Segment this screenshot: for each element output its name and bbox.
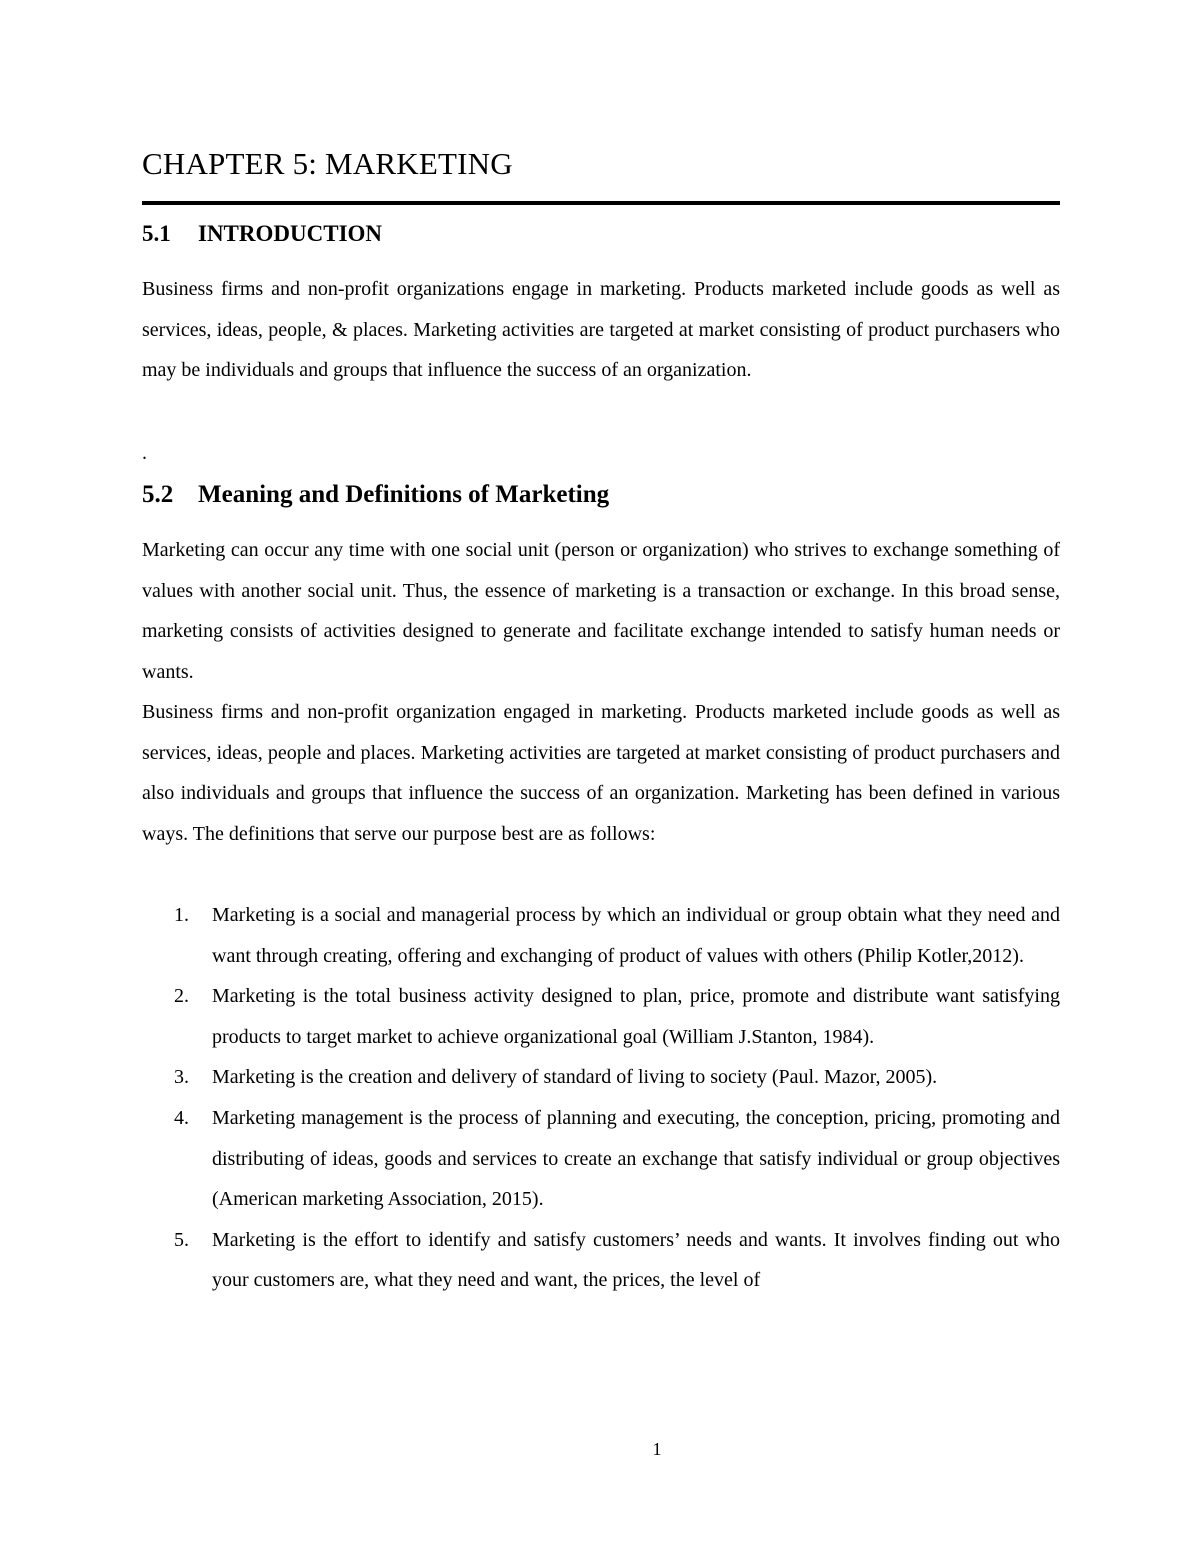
definition-text: Marketing is the total business activity designed to plan, price, promote and distribute want satisfying products to target market to achieve organizational goal (William J.Stanton, 1984). [212, 985, 1060, 1048]
page-number: 1 [652, 1439, 662, 1459]
definition-item [142, 1098, 1060, 1220]
meaning-paragraph-2: Business firms and non-profit organization engaged in marketing. Products marketed include goods as well as services, ideas, people and places. Marketing activities are targeted at market consisting of product purchasers and also individuals and groups that influence the success of an organization. Marketing has been defined in various ways. The definitions that serve our purpose best are as follows: [142, 701, 1060, 845]
section-title: INTRODUCTION [198, 221, 383, 246]
definition-item [142, 1220, 1060, 1301]
chapter-title-rule [142, 201, 1060, 205]
definitions-list [142, 895, 1060, 1301]
definition-number: 2. [174, 985, 189, 1008]
section-heading-meaning [142, 476, 609, 514]
section-heading-introduction [142, 216, 382, 252]
definition-item [142, 895, 1060, 976]
definition-number: 5. [174, 1228, 189, 1251]
definition-item [142, 1057, 1060, 1098]
section-title: Meaning and Definitions of Marketing [198, 481, 610, 508]
definition-text: Marketing is the effort to identify and satisfy customers’ needs and wants. It involves finding out who your customers are, what they need and want, the prices, the level of [212, 1228, 1060, 1292]
definition-number: 3. [174, 1066, 189, 1089]
meaning-paragraph-1: Marketing can occur any time with one social unit (person or organization) who strives to exchange something of values with another social unit. Thus, the essence of marketing is a transaction or exchange. In this broad sense, marketing consists of activities designed to generate and facilitate exchange intended to satisfy human needs or wants. [142, 539, 1060, 683]
section-number: 5.1 [142, 221, 171, 246]
definition-number: 1. [174, 904, 189, 926]
definition-number: 4. [174, 1106, 189, 1129]
definition-text: Marketing is the creation and delivery of standard of living to society (Paul. Mazor, 2005). [212, 1066, 938, 1089]
stray-period: . [142, 442, 147, 464]
definition-text: Marketing is a social and managerial process by which an individual or group obtain what they need and want through creating, offering and exchanging of product of values with others (Philip Kotler,2012). [212, 904, 1060, 967]
chapter-title: CHAPTER 5: MARKETING [142, 146, 513, 181]
definition-text: Marketing management is the process of planning and executing, the conception, pricing, promoting and distributing of ideas, goods and services to create an exchange that satisfy individual or group objectives (American marketing Association, 2015). [212, 1106, 1060, 1211]
section-number: 5.2 [142, 481, 174, 508]
definition-item [142, 976, 1060, 1057]
introduction-paragraph: Business firms and non-profit organizations engage in marketing. Products marketed include goods as well as services, ideas, people, & places. Marketing activities are targeted at market consisting of product purchasers who may be individuals and groups that influence the success of an organization. [142, 278, 1060, 382]
